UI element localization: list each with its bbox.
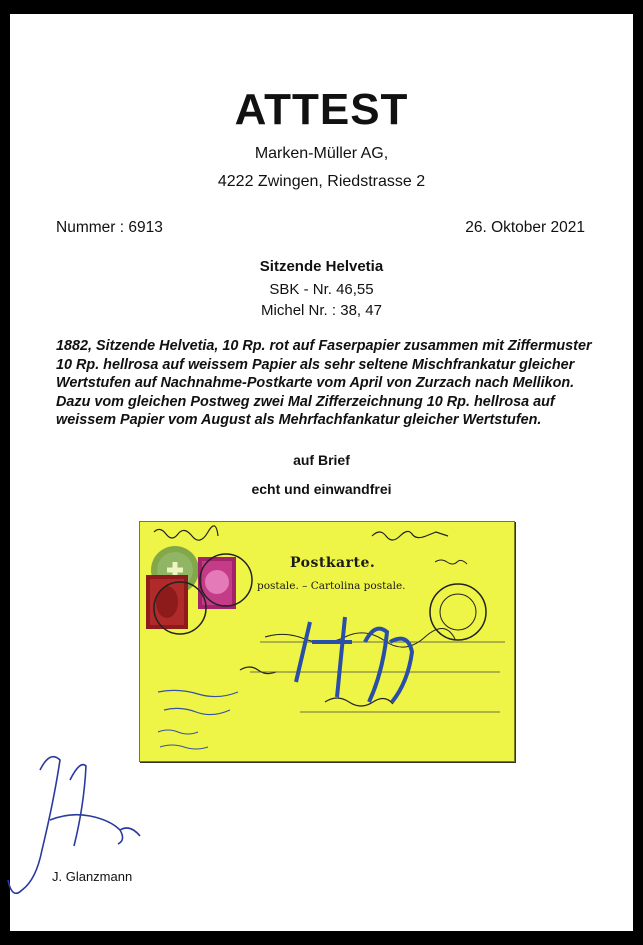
issuer-address: 4222 Zwingen, Riedstrasse 2 bbox=[217, 173, 426, 190]
sbk-number: SBK - Nr. 46,55 bbox=[269, 281, 374, 298]
condition-verdict: echt und einwandfrei bbox=[251, 481, 392, 497]
postcard-image bbox=[139, 521, 515, 762]
on-letter-label: auf Brief bbox=[293, 452, 350, 468]
certificate-number: Nummer : 6913 bbox=[56, 219, 163, 236]
postcard-heading: Postkarte. bbox=[290, 555, 376, 571]
issuer-name: Marken-Müller AG, bbox=[254, 145, 389, 162]
certificate-description: 1882, Sitzende Helvetia, 10 Rp. rot auf Faserpapier zusammen mit Ziffermuster 10 Rp. hellrosa auf weissem Papier als sehr seltene Mischfrankatur gleicher Wertstufen auf Nachnahme-Postkarte vom April von Zurzach nach Mellikon. Dazu vom gleichen Postweg zwei Mal Zifferzeichnung 10 Rp. hellrosa auf weissem Papier vom August als Mehrfachfankatur gleicher Wertstufen. bbox=[56, 338, 592, 428]
michel-number: Michel Nr. : 38, 47 bbox=[261, 302, 382, 319]
certificate-date: 26. Oktober 2021 bbox=[465, 219, 585, 236]
postcard-subheading: postale. – Cartolina postale. bbox=[257, 580, 406, 592]
stamp-subject: Sitzende Helvetia bbox=[259, 258, 384, 275]
signature-scrawl bbox=[0, 740, 200, 920]
signature-name: J. Glanzmann bbox=[52, 869, 133, 884]
certificate-title: ATTEST bbox=[234, 85, 409, 134]
